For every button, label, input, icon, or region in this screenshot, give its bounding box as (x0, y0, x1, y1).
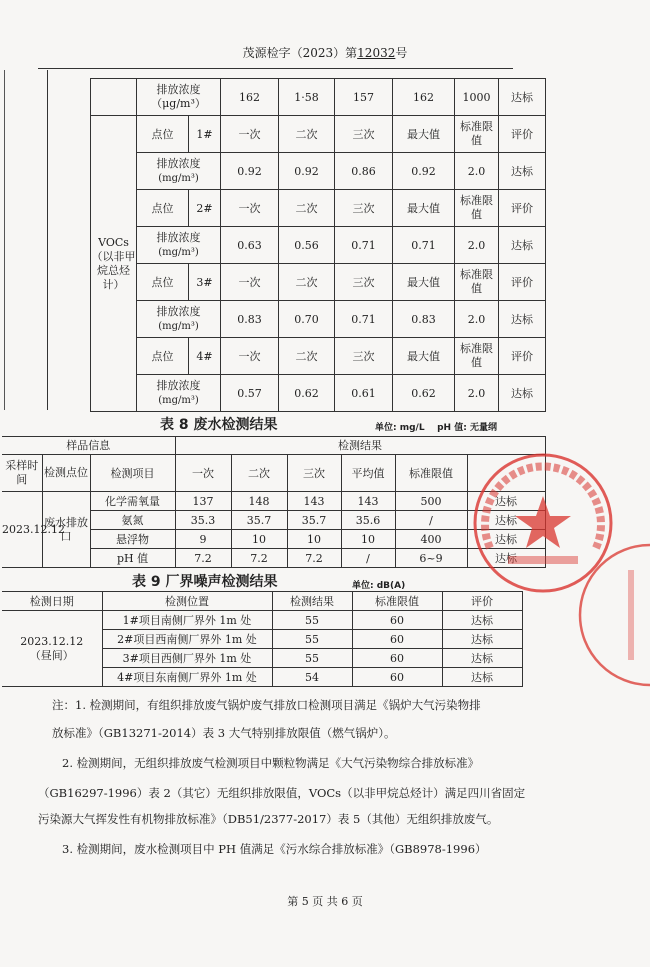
table8: 样品信息 检测结果 采样时间 检测点位 检测项目 一次 二次 三次 平均值 标准限值 2023.12.12 废水排放口 化学需氧量 137 148 143 143 500 达标 氨氮 35.3 35.7 35.7 35.6 / 达标 悬浮物 9 10 10 10 400 达标 pH 值 7.2 7.2 7.2 / 6~9 达标 (2, 436, 546, 568)
voc-point-row: 点位 3# 一次 二次 三次 最大值 标准限值 评价 (91, 264, 546, 301)
sample-point: 废水排放口 (42, 492, 90, 568)
voc-group-label: VOCs（以非甲烷总烃计） (91, 116, 137, 412)
table-row: 2023.12.12 （昼间） 1#项目南侧厂界外 1m 处 55 60 达标 (2, 611, 522, 630)
table9-title: 表 9 厂界噪声检测结果 (132, 574, 278, 590)
note-2-line1: 2. 检测期间，无组织排放废气检测项目中颗粒物满足《大气污染物综合排放标准》 (62, 756, 480, 770)
page-footer: 第 5 页 共 6 页 (287, 895, 363, 908)
stamp-star-icon (515, 496, 571, 548)
table8-title: 表 8 废水检测结果 (160, 417, 278, 433)
table9: 检测日期 检测位置 检测结果 标准限值 评价 2023.12.12 （昼间） 1#项目南侧厂界外 1m 处 55 60 达标 2#项目西南侧厂界外 1m 处 55 60 达标 3#项目西侧厂界外 1m 处 55 60 达标 4#项目东南侧厂界外 1m 处 54 60 达标 (2, 591, 523, 687)
voc-point-row: 点位 2# 一次 二次 三次 最大值 标准限值 评价 (91, 190, 546, 227)
conc-label: 排放浓度 (156, 83, 201, 96)
margin-line (47, 70, 48, 410)
results-header: 检测结果 (175, 437, 545, 455)
table-row: 氨氮 35.3 35.7 35.7 35.6 / 达标 (2, 511, 545, 530)
note-2-line2: （GB16297-1996）表 2（其它）无组织排放限值，VOCs（以非甲烷总烃计）满足四川省固定 (38, 786, 526, 800)
table-row: 2023.12.12 废水排放口 化学需氧量 137 148 143 143 500 达标 (2, 492, 545, 511)
table-row: 3#项目西侧厂界外 1m 处 55 60 达标 (2, 649, 522, 668)
table8-unit: 单位: mg/L pH 值: 无量纲 (375, 423, 497, 433)
table-row: 4#项目东南侧厂界外 1m 处 54 60 达标 (2, 668, 522, 687)
noise-date: 2023.12.12 (20, 634, 84, 648)
note-1-line1: 注：1. 检测期间，有组织排放废气锅炉废气排放口检测项目满足《锅炉大气污染物排 (52, 698, 481, 712)
voc-conc-row: 排放浓度 (mg/m³) 0.63 0.56 0.71 0.71 2.0 达标 (91, 227, 546, 264)
note-3: 3. 检测期间，废水检测项目中 PH 值满足《污水综合排放标准》（GB8978-1996） (62, 842, 487, 856)
table-row: 悬浮物 9 10 10 10 400 达标 (2, 530, 545, 549)
inspection-stamp (468, 448, 618, 598)
table-row: pH 值 7.2 7.2 7.2 / 6~9 达标 (2, 549, 545, 568)
report-number: 茂源检字（2023）第12032号 (242, 46, 408, 60)
note-1-line2: 放标准》（GB13271-2014）表 3 大气特别排放限值（燃气锅炉）。 (52, 726, 396, 740)
voc-point-row: 点位 4# 一次 二次 三次 最大值 标准限值 评价 (91, 338, 546, 375)
sample-date: 2023.12.12 (2, 492, 42, 568)
table9-unit: 单位: dB(A) (352, 581, 406, 591)
sample-info-header: 样品信息 (2, 437, 175, 455)
note-2-line3: 污染源大气挥发性有机物排放标准》（DB51/2377-2017）表 5（其他）无组织排放废气。 (38, 812, 499, 826)
voc-conc-row: 排放浓度 (mg/m³) 0.92 0.92 0.86 0.92 2.0 达标 (91, 153, 546, 190)
voc-top-row: 排放浓度 （μg/m³） 162 1·58 157 162 1000 达标 (91, 79, 546, 116)
voc-table (90, 78, 546, 412)
margin-seal-lettering (628, 570, 634, 660)
voc-conc-row: 排放浓度 (mg/m³) 0.57 0.62 0.61 0.62 2.0 达标 (91, 375, 546, 412)
stamp-lettering-band (508, 556, 578, 564)
voc-point-row: VOCs（以非甲烷总烃计） 点位 1# 一次 二次 三次 最大值 标准限值 评价 (91, 116, 546, 153)
margin-line (4, 70, 5, 410)
margin-seal (610, 540, 650, 690)
table-row: 2#项目西南侧厂界外 1m 处 55 60 达标 (2, 630, 522, 649)
header-rule (38, 68, 513, 69)
voc-conc-row: 排放浓度 (mg/m³) 0.83 0.70 0.71 0.83 2.0 达标 (91, 301, 546, 338)
